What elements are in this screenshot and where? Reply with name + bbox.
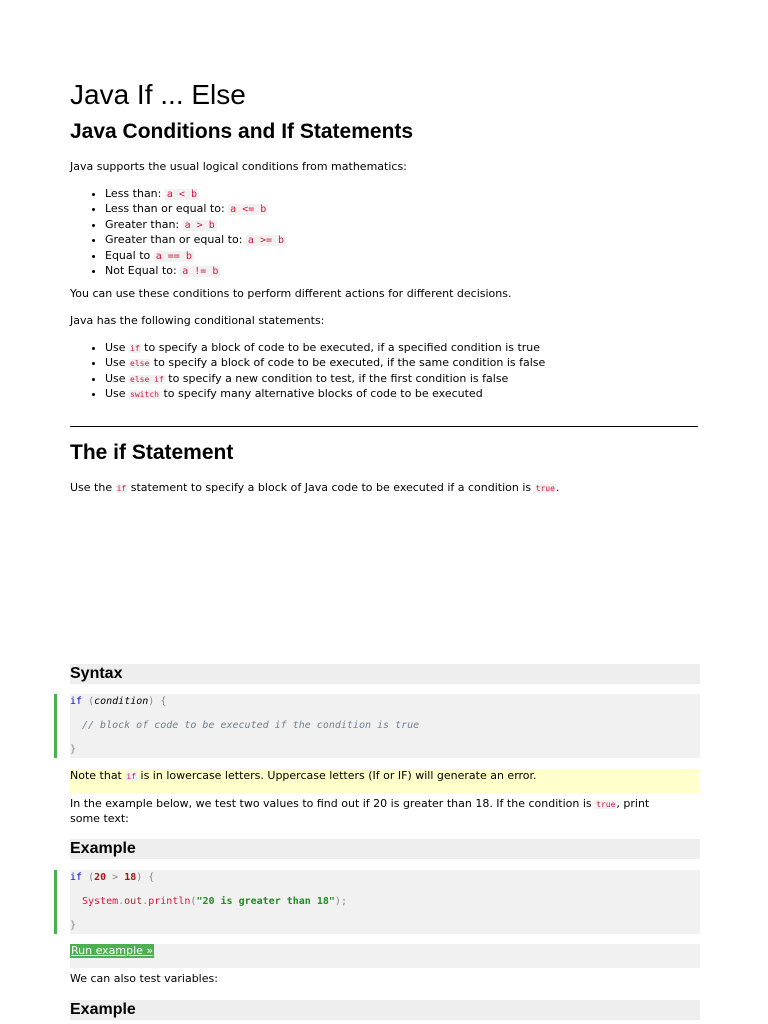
code-punct: ) { <box>136 872 155 883</box>
condition-code: a < b <box>166 189 197 200</box>
code-punct: . <box>118 896 125 907</box>
statement-pre: Use <box>105 371 130 385</box>
list-item <box>105 356 545 371</box>
inline-code: true <box>535 484 555 493</box>
condition-label: Greater than or equal to: <box>105 233 246 247</box>
code-operator: > <box>106 872 125 883</box>
example-code-block <box>70 870 700 934</box>
list-item <box>105 218 286 233</box>
code-accent-bar <box>54 694 57 758</box>
syntax-header <box>70 664 700 684</box>
intro-post: , print <box>616 797 650 810</box>
condition-code: a <= b <box>230 204 267 216</box>
list-item <box>105 372 545 387</box>
statements-list <box>70 341 545 403</box>
statement-desc: to specify many alternative blocks of code to be executed <box>159 387 483 401</box>
condition-label: Less than or equal to: <box>105 202 229 216</box>
desc-text: statement to specify a block of Java code to be executed if a condition is <box>127 481 535 494</box>
example-intro <box>70 797 649 826</box>
syntax-code-block <box>70 694 700 758</box>
desc-text: . <box>555 481 560 494</box>
condition-label: Not Equal to: <box>105 264 181 278</box>
intro-pre: In the example below, we test two values to find out if 20 is greater than 18. If the condition is <box>70 797 596 810</box>
statements-intro: Java has the following conditional statements: <box>70 314 325 327</box>
inline-code: true <box>596 800 616 809</box>
example-header <box>70 1000 700 1020</box>
section-heading-conditions: Java Conditions and If Statements <box>70 120 414 143</box>
list-item <box>105 387 545 402</box>
code-punct: } <box>70 920 77 931</box>
run-example-button[interactable]: Run example » <box>71 944 154 957</box>
code-keyword: if <box>70 696 83 707</box>
inline-code: if <box>126 772 137 781</box>
condition-code: a == b <box>155 250 192 262</box>
code-punct: . <box>142 896 149 907</box>
note-text <box>70 769 537 784</box>
code-number: 20 <box>94 872 107 883</box>
code-punct: } <box>70 744 77 755</box>
note-box <box>70 769 700 793</box>
list-item <box>105 202 286 217</box>
note-post: is in lowercase letters. Uppercase letters (If or IF) will generate an error. <box>137 769 537 782</box>
conditions-list <box>70 187 286 279</box>
code-comment: // block of code to be executed if the condition is true <box>82 720 420 731</box>
code-keyword: if <box>70 872 83 883</box>
code-punct: ( <box>82 872 95 883</box>
code-line <box>70 872 154 883</box>
list-item <box>105 187 286 202</box>
section-heading-if: The if Statement <box>70 441 234 464</box>
condition-label: Less than: <box>105 187 165 200</box>
desc-text: Use the <box>70 481 116 494</box>
condition-label: Equal to <box>105 248 154 262</box>
code-field: out <box>124 896 143 907</box>
list-item <box>105 249 286 264</box>
statement-code: if <box>130 344 140 353</box>
code-method: println <box>148 896 191 907</box>
statement-pre: Use <box>105 341 130 354</box>
code-punct: ( <box>190 896 197 907</box>
example-header <box>70 839 700 859</box>
code-param: condition <box>94 696 149 707</box>
statement-desc: to specify a new condition to test, if the first condition is false <box>164 371 509 385</box>
code-line <box>82 896 347 907</box>
statement-desc: to specify a block of code to be executed, if the same condition is false <box>150 356 546 370</box>
code-string: "20 is greater than 18" <box>196 896 335 907</box>
if-description <box>70 481 559 496</box>
code-punct: ) { <box>148 696 167 707</box>
code-accent-bar <box>54 870 57 934</box>
code-line <box>70 696 166 707</box>
code-number: 18 <box>124 872 137 883</box>
list-item <box>105 341 545 356</box>
condition-code: a >= b <box>247 235 285 247</box>
conditions-intro: Java supports the usual logical conditions from mathematics: <box>70 160 407 173</box>
condition-code: a > b <box>184 219 215 231</box>
page-title: Java If ... Else <box>70 79 246 110</box>
code-punct: ( <box>82 696 95 707</box>
condition-code: a != b <box>182 266 219 278</box>
example-heading: Example <box>70 840 136 857</box>
divider <box>70 426 698 427</box>
note-pre: Note that <box>70 769 126 782</box>
condition-label: Greater than: <box>105 217 183 231</box>
syntax-heading: Syntax <box>70 665 123 682</box>
variables-intro: We can also test variables: <box>70 972 218 985</box>
list-item <box>105 264 286 279</box>
code-punct: ); <box>334 896 347 907</box>
statement-desc: to specify a block of code to be executed, if a specified condition is true <box>140 341 541 354</box>
statement-code: switch <box>130 390 159 400</box>
example-heading: Example <box>70 1001 136 1018</box>
list-item <box>105 233 286 248</box>
code-object: System <box>82 896 119 907</box>
statement-pre: Use <box>105 356 130 370</box>
statement-code: else if <box>130 374 164 384</box>
conditions-usage: You can use these conditions to perform different actions for different decisions. <box>70 287 512 300</box>
run-example-bar <box>70 944 700 968</box>
statement-pre: Use <box>105 387 130 401</box>
inline-code: if <box>116 484 127 493</box>
statement-code: else <box>130 359 150 369</box>
intro-line2: some text: <box>70 812 129 825</box>
